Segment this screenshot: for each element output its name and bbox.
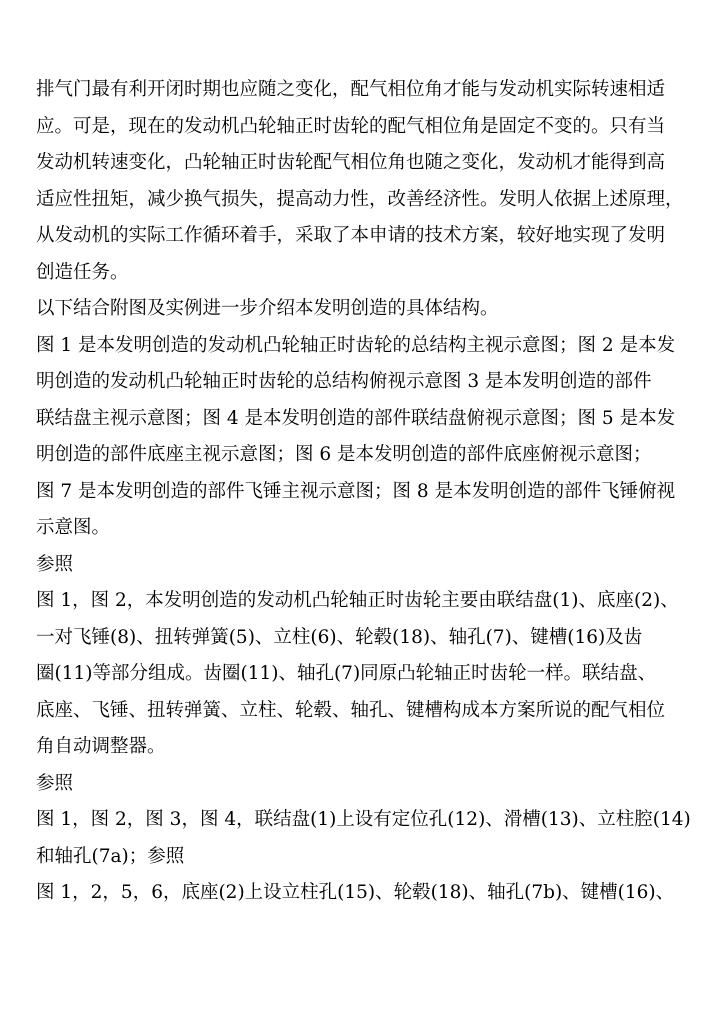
- section-heading: 参照: [36, 772, 74, 794]
- text-line: 图 1，图 2，图 3，图 4，联结盘(1)上设有定位孔(12)、滑槽(13)、立柱腔(14): [36, 809, 691, 830]
- text-line: 角自动调整器。: [36, 736, 166, 757]
- text-line: 以下结合附图及实例进一步介绍本发明创造的具体结构。: [36, 298, 499, 319]
- section-heading: 参照: [36, 553, 74, 575]
- text-line: 圈(11)等部分组成。齿圈(11)、轴孔(7)同原凸轮轴正时齿轮一样。联结盘、: [36, 663, 657, 684]
- text-line: 明创造的部件底座主视示意图；图 6 是本发明创造的部件底座俯视示意图；: [36, 444, 652, 465]
- text-line: 从发动机的实际工作循环着手，采取了本申请的技术方案，较好地实现了发明: [36, 225, 666, 246]
- text-line: 联结盘主视示意图；图 4 是本发明创造的部件联结盘俯视示意图；图 5 是本发: [36, 407, 676, 429]
- text-line: 明创造的发动机凸轮轴正时齿轮的总结构俯视示意图 3 是本发明创造的部件: [36, 371, 652, 392]
- text-line: 发动机转速变化，凸轮轴正时齿轮配气相位角也随之变化，发动机才能得到高: [36, 152, 666, 173]
- text-line: 图 1 是本发明创造的发动机凸轮轴正时齿轮的总结构主视示意图；图 2 是本发: [36, 334, 676, 356]
- text-line: 一对飞锤(8)、扭转弹簧(5)、立柱(6)、轮毂(18)、轴孔(7)、键槽(16)及齿: [36, 626, 643, 648]
- text-line: 创造任务。: [36, 261, 129, 283]
- text-line: 底座、飞锤、扭转弹簧、立柱、轮毂、轴孔、键槽构成本方案所说的配气相位: [36, 699, 666, 721]
- text-line: 图 7 是本发明创造的部件飞锤主视示意图；图 8 是本发明创造的部件飞锤俯视: [36, 480, 676, 502]
- text-line: 和轴孔(7a)；参照: [36, 845, 185, 867]
- text-line: 图 1，图 2，本发明创造的发动机凸轮轴正时齿轮主要由联结盘(1)、底座(2)、: [36, 590, 679, 611]
- text-line: 图 1，2，5，6，底座(2)上设立柱孔(15)、轮毂(18)、轴孔(7b)、键槽(16)、: [36, 882, 675, 903]
- text-line: 示意图。: [36, 517, 111, 538]
- text-line: 适应性扭矩，减少换气损失，提高动力性，改善经济性。发明人依据上述原理，: [36, 188, 684, 210]
- text-line: 排气门最有利开闭时期也应随之变化，配气相位角才能与发动机实际转速相适: [36, 79, 666, 100]
- text-line: 应。可是，现在的发动机凸轮轴正时齿轮的配气相位角是固定不变的。只有当: [36, 115, 666, 137]
